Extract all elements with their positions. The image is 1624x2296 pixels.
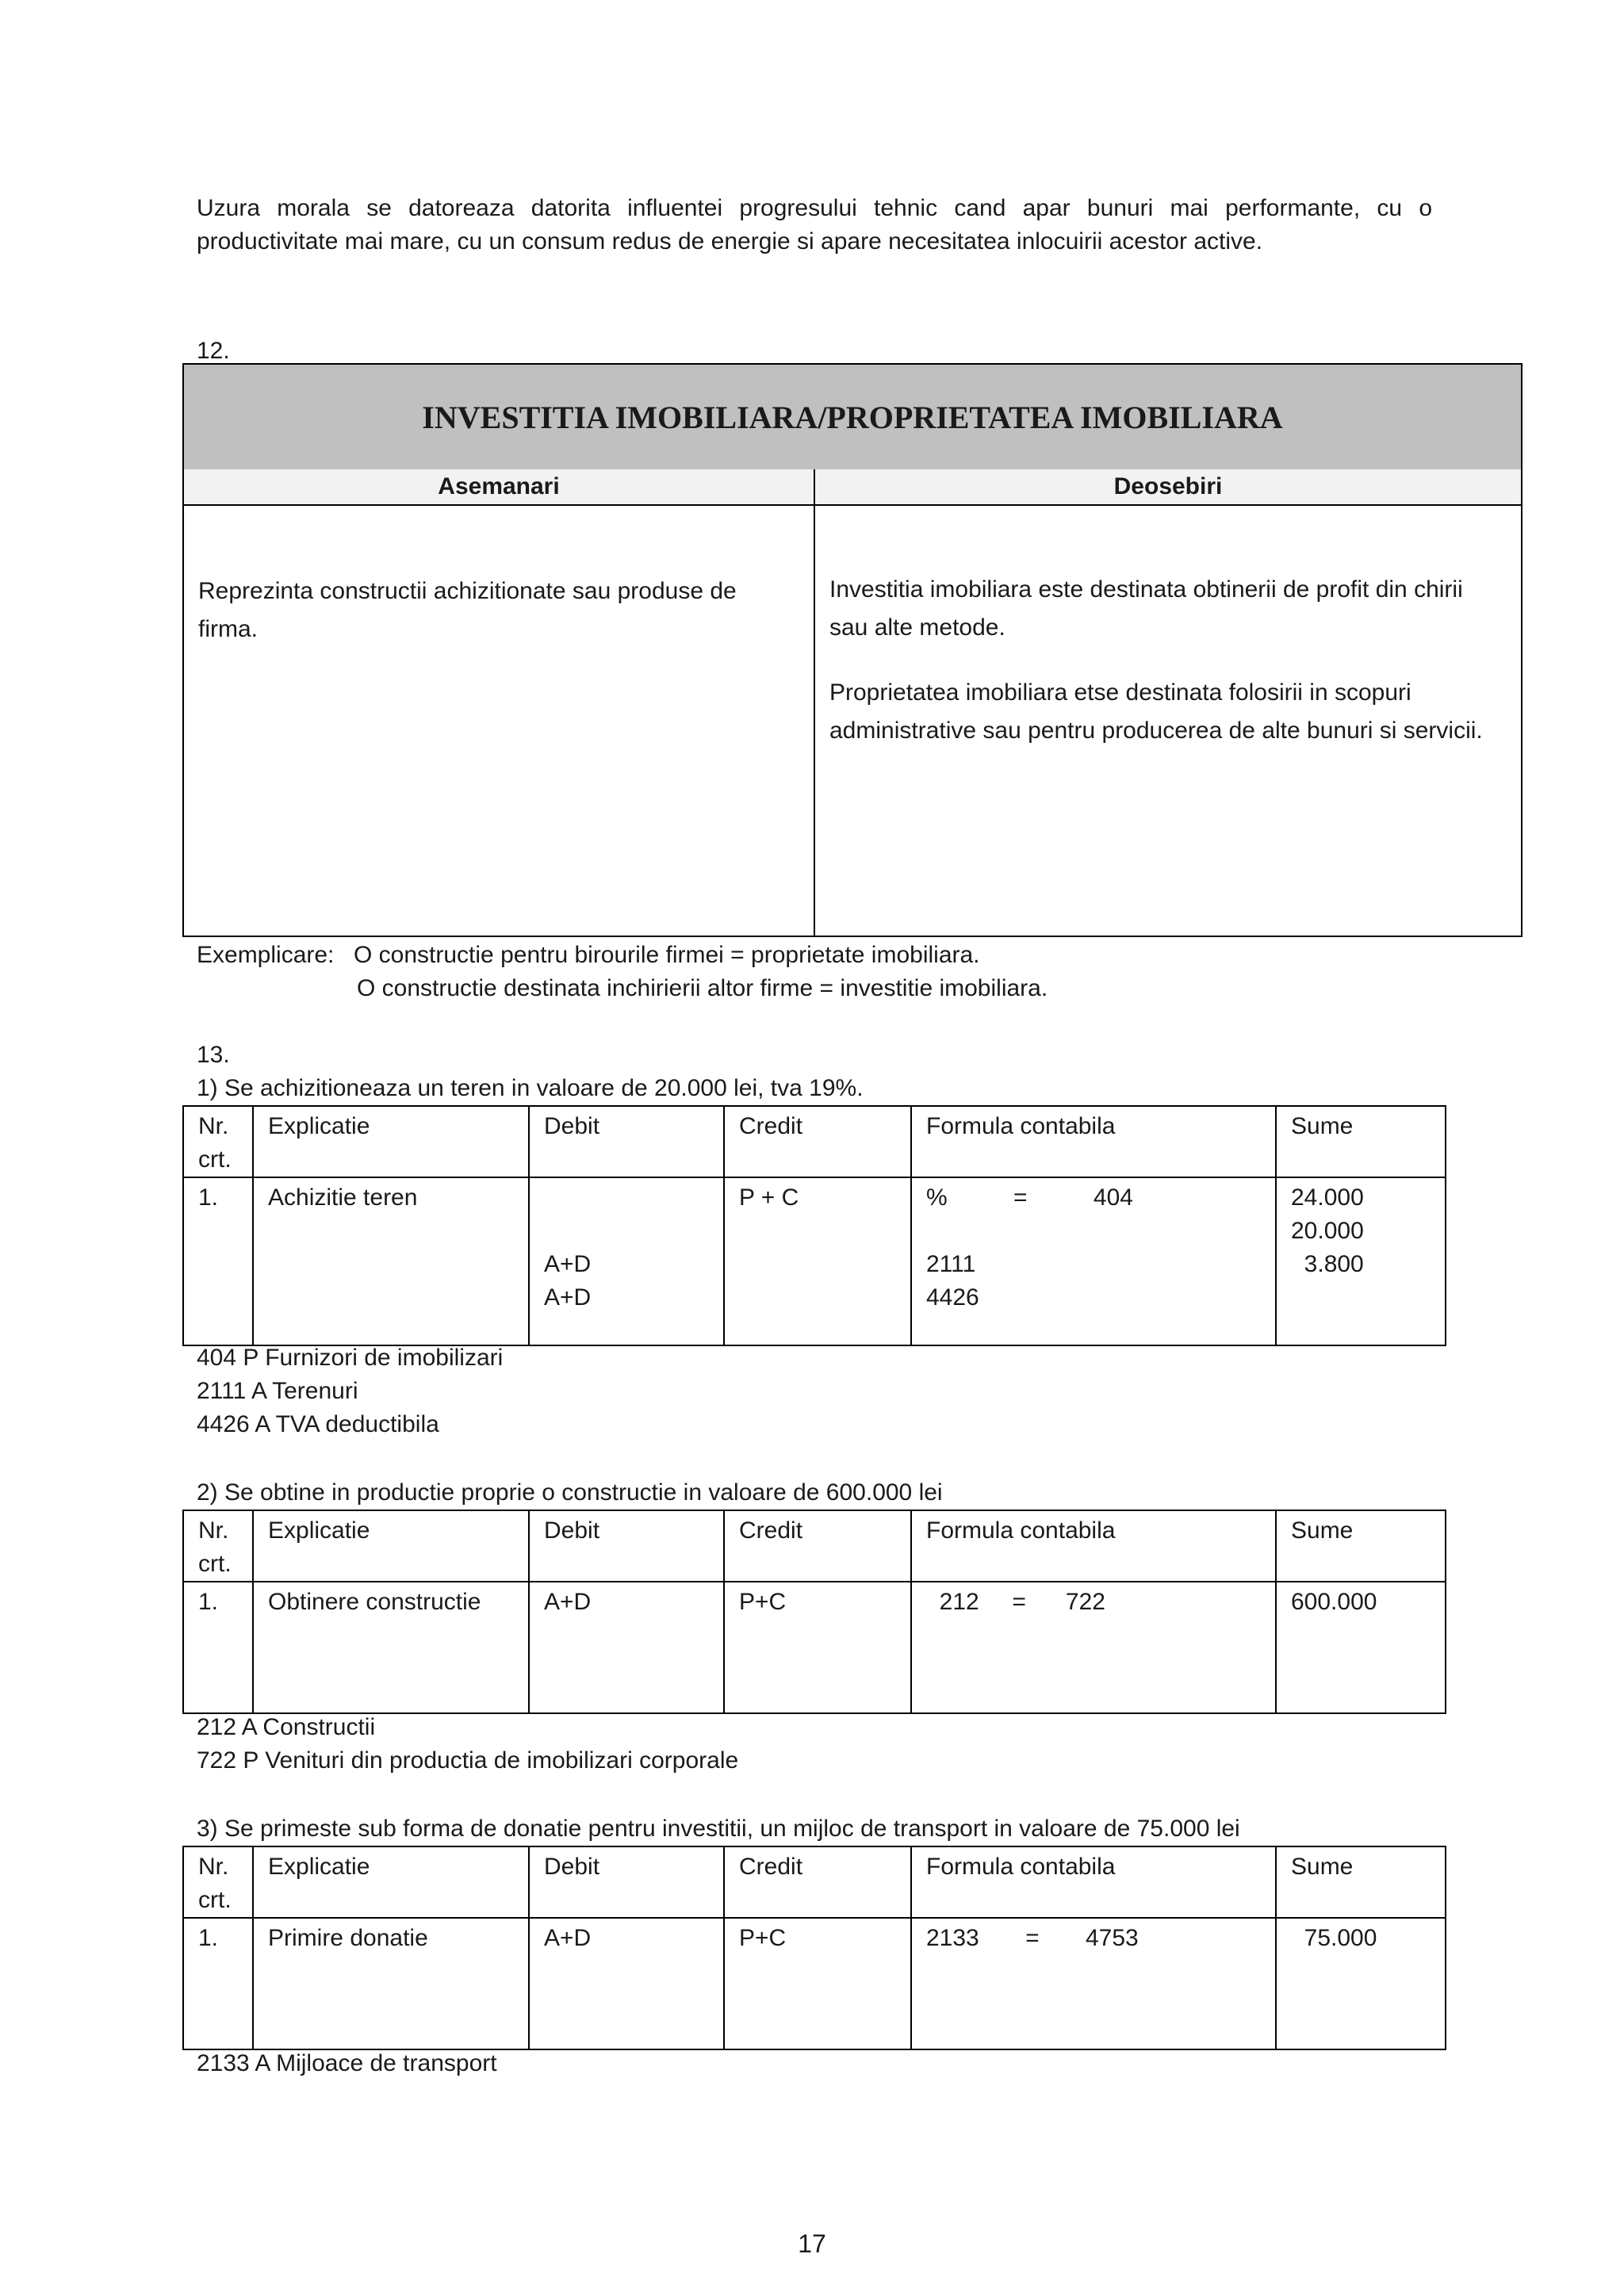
example-line-1: O constructie pentru birourile firmei = proprietate imobiliara.: [354, 942, 980, 968]
cell-explicatie: Primire donatie: [253, 1918, 529, 2049]
op3-table: [182, 1846, 1446, 2050]
column-divider: [814, 469, 815, 936]
header-explicatie: Explicatie: [253, 1106, 529, 1177]
comparison-table: [182, 363, 1522, 937]
page-number: 17: [798, 2229, 826, 2258]
header-formula: Formula contabila: [911, 1510, 1276, 1582]
op1-legend-3: 4426 A TVA deductibila: [197, 1411, 439, 1437]
table-row: [183, 1582, 1446, 1713]
header-debit: Debit: [529, 1106, 724, 1177]
deosebiri-text-1: Investitia imobiliara este destinata obtinerii de profit din chirii sau alte metode.: [829, 576, 1463, 641]
example-line-2: O constructie destinata inchirierii altor firme = investitie imobiliara.: [357, 975, 1048, 1001]
cell-debit: A+D: [529, 1918, 724, 2049]
cell-explicatie: Obtinere constructie: [253, 1582, 529, 1713]
example-label: Exemplicare:: [197, 942, 335, 968]
op3-header-row: [183, 1846, 1446, 1918]
table-row: [183, 1918, 1446, 2049]
op2-legend-2: 722 P Venituri din productia de imobilizari corporale: [197, 1747, 739, 1774]
header-sume: Sume: [1276, 1510, 1446, 1582]
header-nr-crt: Nr. crt.: [183, 1106, 253, 1177]
op1-legend-2: 2111 A Terenuri: [197, 1378, 358, 1404]
cell-credit: P+C: [724, 1918, 911, 2049]
header-nr-crt: Nr. crt.: [183, 1846, 253, 1918]
cell-nr: 1.: [183, 1177, 253, 1345]
cell-nr: 1.: [183, 1918, 253, 2049]
op1-legend-1: 404 P Furnizori de imobilizari: [197, 1345, 504, 1371]
cell-sume: 600.000: [1276, 1582, 1446, 1713]
header-credit: Credit: [724, 1106, 911, 1177]
header-sume: Sume: [1276, 1846, 1446, 1918]
header-nr-crt: Nr. crt.: [183, 1510, 253, 1582]
cell-formula: 212 = 722: [911, 1582, 1276, 1713]
cell-sume: 24.000 20.000 3.800: [1276, 1177, 1446, 1345]
deosebiri-cell: [829, 571, 1496, 777]
cell-credit: P+C: [724, 1582, 911, 1713]
header-explicatie: Explicatie: [253, 1846, 529, 1918]
header-credit: Credit: [724, 1846, 911, 1918]
comparison-table-title: INVESTITIA IMOBILIARA/PROPRIETATEA IMOBILIARA: [184, 365, 1521, 471]
section-13-number: 13.: [197, 1042, 230, 1068]
cell-explicatie: Achizitie teren: [253, 1177, 529, 1345]
op1-table: [182, 1105, 1446, 1346]
op2-header-row: [183, 1510, 1446, 1582]
col-header-asemanari: Asemanari: [184, 469, 814, 506]
intro-paragraph: Uzura morala se datoreaza datorita influentei progresului tehnic cand apar bunuri mai performante, cu o productivitate mai mare, cu un consum redus de energie si apare necesitatea inlocuirii acestor active.: [197, 195, 1432, 254]
deosebiri-text-2: Proprietatea imobiliara etse destinata folosirii in scopuri administrative sau pentru producerea de alte bunuri si servicii.: [829, 679, 1483, 744]
header-formula: Formula contabila: [911, 1106, 1276, 1177]
asemanari-text: Reprezinta constructii achizitionate sau produse de firma.: [198, 578, 737, 642]
cell-sume: 75.000: [1276, 1918, 1446, 2049]
header-debit: Debit: [529, 1510, 724, 1582]
op1-header-row: [183, 1106, 1446, 1177]
op3-legend-1: 2133 A Mijloace de transport: [197, 2050, 497, 2076]
col-header-deosebiri: Deosebiri: [815, 469, 1521, 506]
header-explicatie: Explicatie: [253, 1510, 529, 1582]
op2-title: 2) Se obtine in productie proprie o constructie in valoare de 600.000 lei: [197, 1479, 943, 1506]
cell-credit: P + C: [724, 1177, 911, 1345]
header-debit: Debit: [529, 1846, 724, 1918]
table-row: [183, 1177, 1446, 1345]
section-12-number: 12.: [197, 338, 230, 364]
op3-title: 3) Se primeste sub forma de donatie pentru investitii, un mijloc de transport in valoare de 75.000 lei: [197, 1816, 1240, 1842]
op2-legend-1: 212 A Constructii: [197, 1714, 376, 1740]
header-formula: Formula contabila: [911, 1846, 1276, 1918]
op2-table: [182, 1510, 1446, 1714]
cell-nr: 1.: [183, 1582, 253, 1713]
op1-title: 1) Se achizitioneaza un teren in valoare de 20.000 lei, tva 19%.: [197, 1075, 864, 1101]
cell-debit: A+D A+D: [529, 1177, 724, 1345]
cell-formula: % = 404 2111 4426: [911, 1177, 1276, 1345]
cell-formula: 2133 = 4753: [911, 1918, 1276, 2049]
header-credit: Credit: [724, 1510, 911, 1582]
header-sume: Sume: [1276, 1106, 1446, 1177]
cell-debit: A+D: [529, 1582, 724, 1713]
asemanari-cell: [198, 572, 801, 675]
